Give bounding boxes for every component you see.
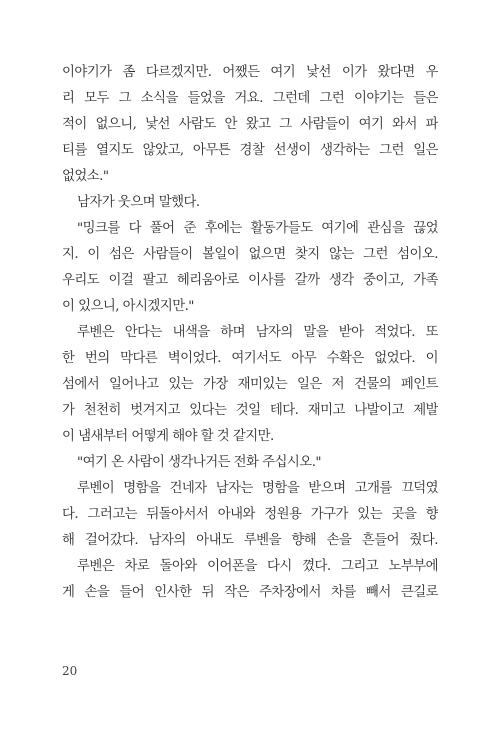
text-line: 적이 없으니, 낯선 사람도 안 왔고 그 사람들이 여기 와서 파: [62, 117, 438, 132]
text-line: 루벤은 안다는 내색을 하며 남자의 말을 받아 적었다. 또: [77, 325, 438, 340]
text-line: 남자가 웃으며 말했다.: [77, 195, 200, 210]
text-line: "여기 온 사람이 생각나거든 전화 주십시오.": [77, 455, 322, 470]
page-number: 20: [62, 664, 78, 678]
text-line: 우리도 이걸 팔고 헤리움아로 이사를 갈까 생각 중이고, 가족: [62, 273, 438, 288]
text-line: 다. 그러고는 뒤돌아서서 아내와 정원용 가구가 있는 곳을 향: [62, 507, 438, 522]
text-line: 없었소.": [62, 169, 109, 184]
text-line: 섬에서 일어나고 있는 가장 재미있는 일은 저 건물의 페인트: [62, 377, 438, 392]
text-line: 리 모두 그 소식을 들었을 거요. 그런데 그런 이야기는 들은: [62, 91, 438, 106]
text-line: 가 천천히 벗겨지고 있다는 것일 테다. 재미고 나발이고 제발: [62, 403, 438, 418]
text-line: 이 냄새부터 어떻게 해야 할 것 같지만.: [62, 429, 274, 444]
text-line: 게 손을 들어 인사한 뒤 작은 주차장에서 차를 빼서 큰길로: [62, 585, 438, 600]
text-line: 티를 열지도 않았고, 아무튼 경찰 선생이 생각하는 그런 일은: [62, 143, 438, 158]
text-line: 지. 이 섬은 사람들이 볼일이 없으면 찾지 않는 그런 섬이오.: [62, 247, 438, 262]
text-line: 이 있으니, 아시겠지만.": [62, 299, 194, 314]
body-text: [62, 60, 438, 606]
text-line: 해 걸어갔다. 남자의 아내도 루벤을 향해 손을 흔들어 줬다.: [62, 533, 438, 548]
text-line: 한 번의 막다른 벽이었다. 여기서도 아무 수확은 없었다. 이: [62, 351, 438, 366]
text-line: 이야기가 좀 다르겠지만. 어쨌든 여기 낯선 이가 왔다면 우: [62, 65, 438, 80]
text-line: 루벤이 명함을 건네자 남자는 명함을 받으며 고개를 끄덕였: [77, 481, 438, 496]
text-line: 루벤은 차로 돌아와 이어폰을 다시 꼈다. 그리고 노부부에: [77, 559, 438, 574]
text-line: "밍크를 다 풀어 준 후에는 활동가들도 여기에 관심을 끊었: [77, 221, 438, 236]
